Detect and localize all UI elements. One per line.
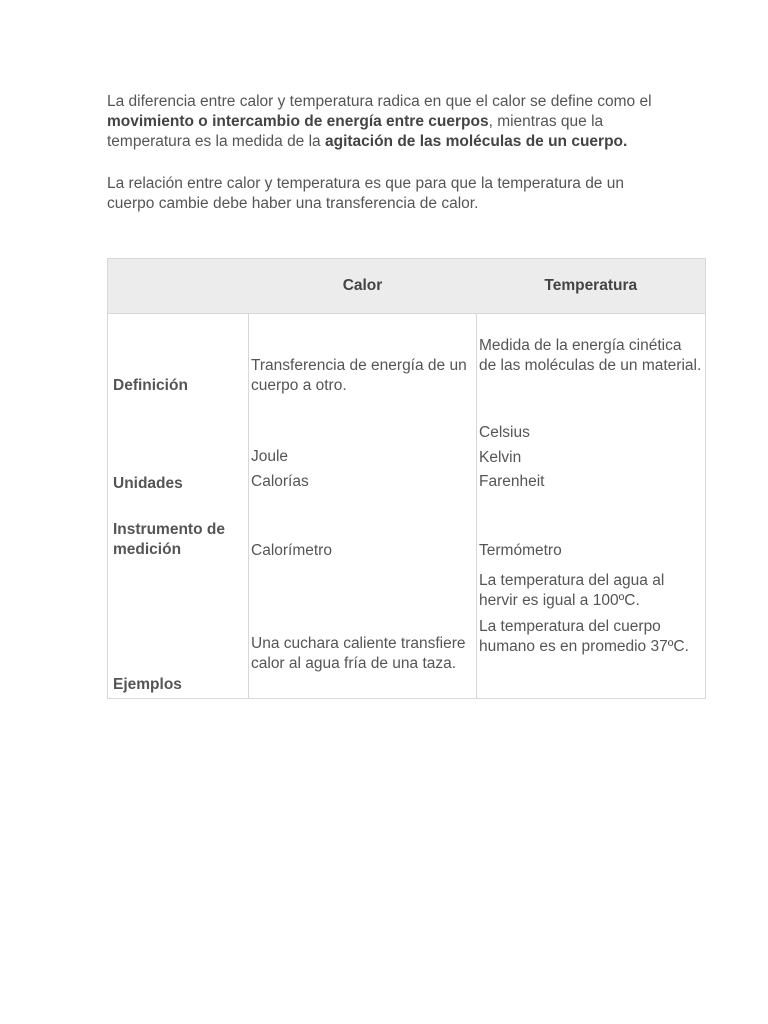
intro-bold-2: agitación de las moléculas de un cuerpo. [324, 133, 628, 150]
calor-instrumento: Calorímetro [251, 542, 332, 559]
calor-definicion: Transferencia de energía de un cuerpo a otro. [251, 357, 467, 394]
label-ejemplos: Ejemplos [113, 676, 182, 693]
temperatura-definicion: Medida de la energía cinética de las moléculas de un material. [479, 337, 702, 374]
label-instrumento: Instrumento de medición [113, 521, 225, 558]
header-temperatura: Temperatura [477, 259, 706, 314]
temperatura-unidad-farenheit: Farenheit [479, 473, 545, 490]
temperatura-ejemplo-2: La temperatura del cuerpo humano es en promedio 37ºC. [479, 618, 689, 655]
temperatura-cell [477, 314, 706, 699]
table-body-row [108, 314, 706, 699]
temperatura-unidad-celsius: Celsius [479, 424, 530, 441]
comparison-table [107, 258, 706, 699]
labels-cell [108, 314, 249, 699]
temperatura-unidad-kelvin: Kelvin [479, 449, 522, 466]
table-header-row [108, 259, 706, 314]
intro-text-2: , mientras que la temperatura es la medida de la [107, 113, 604, 150]
calor-cell [249, 314, 477, 699]
calor-unidad-joule: Joule [251, 448, 289, 465]
label-definicion: Definición [113, 377, 188, 394]
intro-paragraph-1 [107, 92, 667, 152]
intro-paragraph-2: La relación entre calor y temperatura es que para que la temperatura de un cuerpo cambie debe haber una transferencia de calor. [107, 175, 624, 212]
header-empty [108, 259, 249, 314]
calor-unidad-calorias: Calorías [251, 473, 309, 490]
intro-bold-1: movimiento o intercambio de energía entre cuerpos [107, 113, 489, 130]
temperatura-ejemplo-1: La temperatura del agua al hervir es igual a 100ºC. [479, 572, 665, 609]
temperatura-instrumento: Termómetro [479, 542, 562, 559]
intro-text-1: La diferencia entre calor y temperatura radica en que el calor se define como el [107, 93, 652, 110]
label-unidades: Unidades [113, 475, 183, 492]
document-page [107, 92, 707, 693]
calor-ejemplo: Una cuchara caliente transfiere calor al agua fría de una taza. [251, 635, 466, 672]
header-calor: Calor [249, 259, 477, 314]
